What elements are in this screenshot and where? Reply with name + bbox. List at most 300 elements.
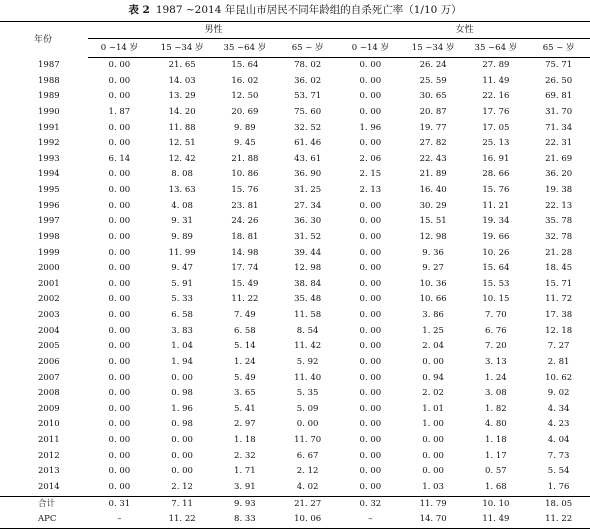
table-cell: 11. 21 bbox=[482, 200, 510, 211]
summary-row bbox=[0, 496, 590, 512]
male-group-header: 男性 bbox=[88, 22, 339, 39]
table-cell: 7. 49 bbox=[234, 310, 256, 320]
row-label: 2011 bbox=[38, 435, 60, 445]
table-row bbox=[0, 402, 590, 418]
table-row bbox=[0, 308, 590, 324]
table-cell: 21. 27 bbox=[276, 496, 339, 512]
table-cell: 18. 05 bbox=[527, 496, 590, 512]
table-cell: 0. 00 bbox=[108, 403, 131, 414]
table-cell: 43. 61 bbox=[294, 153, 322, 164]
table-cell: 1. 18 bbox=[485, 435, 507, 445]
table-cell: 6. 14 bbox=[108, 153, 131, 164]
table-cell: 0. 00 bbox=[359, 75, 382, 86]
table-cell: 1. 96 bbox=[171, 403, 193, 414]
row-label: 2008 bbox=[38, 388, 60, 399]
table-cell: 0. 00 bbox=[108, 138, 131, 149]
table-cell: 15. 49 bbox=[231, 278, 259, 289]
column-header: 35 ~64 岁 bbox=[214, 39, 277, 58]
table-cell: 16. 91 bbox=[482, 153, 510, 164]
table-cell: 0. 00 bbox=[108, 60, 131, 70]
table-cell: 35. 48 bbox=[294, 294, 322, 305]
female-group-header: 女性 bbox=[339, 22, 590, 39]
table-cell: 0. 00 bbox=[359, 310, 382, 320]
table-cell: 0. 00 bbox=[359, 91, 382, 102]
table-cell: 4. 02 bbox=[296, 481, 319, 492]
table-cell: 11. 42 bbox=[294, 341, 322, 352]
table-cell: 11. 22 bbox=[151, 512, 214, 528]
row-label: 2005 bbox=[38, 341, 60, 352]
table-cell: 17. 05 bbox=[482, 122, 510, 133]
row-label: 1993 bbox=[38, 153, 60, 164]
table-cell: 14. 03 bbox=[168, 75, 196, 86]
table-cell: 21. 89 bbox=[419, 169, 447, 180]
table-cell: 6. 76 bbox=[485, 325, 507, 336]
table-cell: 8. 08 bbox=[171, 169, 193, 180]
table-cell: 75. 60 bbox=[294, 106, 322, 117]
row-label: 1988 bbox=[38, 75, 60, 86]
table-cell: 1. 96 bbox=[359, 122, 382, 133]
table-cell: 25. 13 bbox=[482, 138, 510, 149]
table-cell: 22. 31 bbox=[545, 138, 573, 149]
table-cell: 16. 02 bbox=[231, 75, 259, 86]
table-cell: 75. 71 bbox=[545, 60, 573, 70]
table-cell: 9. 36 bbox=[422, 247, 444, 258]
table-cell: 5. 09 bbox=[296, 403, 319, 414]
age-header-row bbox=[0, 39, 590, 58]
table-cell: 14. 98 bbox=[231, 247, 259, 258]
table-cell: 0. 94 bbox=[422, 372, 444, 383]
table-cell: 0. 00 bbox=[108, 200, 131, 211]
table-cell: 69. 81 bbox=[545, 91, 573, 102]
row-label: 1997 bbox=[38, 216, 60, 227]
table-cell: 21. 69 bbox=[545, 153, 573, 164]
column-header: 65 ~ 岁 bbox=[527, 39, 590, 58]
suicide-rate-table bbox=[0, 21, 590, 529]
table-cell: 0. 00 bbox=[359, 419, 382, 430]
table-row bbox=[0, 74, 590, 90]
table-cell: 3. 86 bbox=[422, 310, 444, 320]
table-cell: 0. 00 bbox=[359, 216, 382, 227]
table-cell: 17. 76 bbox=[482, 106, 510, 117]
table-cell: 0. 00 bbox=[359, 247, 382, 258]
table-cell: 22. 43 bbox=[419, 153, 447, 164]
row-label: 1999 bbox=[38, 247, 60, 258]
table-cell: 2. 04 bbox=[422, 341, 444, 352]
table-cell: 25. 59 bbox=[419, 75, 447, 86]
table-row bbox=[0, 183, 590, 199]
table-cell: 5. 54 bbox=[547, 466, 570, 477]
table-cell: 1. 71 bbox=[234, 466, 256, 477]
table-cell: 0. 00 bbox=[359, 388, 382, 399]
table-cell: 0. 98 bbox=[171, 388, 193, 399]
table-cell: 4. 23 bbox=[547, 419, 570, 430]
table-cell: 13. 63 bbox=[168, 185, 196, 195]
table-cell: 1. 82 bbox=[485, 403, 507, 414]
table-cell: 11. 49 bbox=[465, 512, 528, 528]
table-cell: 21. 65 bbox=[168, 60, 196, 70]
table-cell: 21. 28 bbox=[545, 247, 573, 258]
table-row bbox=[0, 355, 590, 371]
table-cell: 2. 12 bbox=[171, 481, 193, 492]
table-cell: 1. 00 bbox=[422, 419, 444, 430]
table-cell: 2. 02 bbox=[422, 388, 444, 399]
table-cell: 0. 00 bbox=[359, 325, 382, 336]
table-cell: 0. 00 bbox=[108, 450, 131, 461]
table-row bbox=[0, 449, 590, 465]
table-cell: 0. 98 bbox=[171, 419, 193, 430]
table-cell: 32. 52 bbox=[294, 122, 322, 133]
table-cell: 0. 00 bbox=[296, 419, 319, 430]
table-cell: 1. 18 bbox=[234, 435, 256, 445]
table-cell: 9. 89 bbox=[234, 122, 256, 133]
table-cell: 21. 88 bbox=[231, 153, 259, 164]
row-label: 2003 bbox=[38, 310, 60, 320]
table-cell: 0. 00 bbox=[359, 372, 382, 383]
table-cell: 0. 00 bbox=[359, 356, 382, 367]
table-cell: 7. 70 bbox=[485, 310, 507, 320]
table-cell: 0. 00 bbox=[108, 185, 131, 195]
table-cell: 10. 62 bbox=[545, 372, 573, 383]
table-cell: 4. 08 bbox=[171, 200, 193, 211]
table-cell: 39. 44 bbox=[294, 247, 322, 258]
table-cell: 27. 34 bbox=[294, 200, 322, 211]
row-label: 2006 bbox=[38, 356, 60, 367]
table-cell: 9. 02 bbox=[547, 388, 570, 399]
table-cell: 30. 29 bbox=[419, 200, 447, 211]
table-cell: 11. 72 bbox=[545, 294, 573, 305]
table-cell: 5. 41 bbox=[234, 403, 256, 414]
table-cell: 0. 00 bbox=[359, 263, 382, 274]
table-cell: 11. 88 bbox=[168, 122, 196, 133]
table-cell: 31. 52 bbox=[294, 231, 322, 242]
table-cell: 12. 42 bbox=[168, 153, 196, 164]
table-row bbox=[0, 152, 590, 168]
table-cell: – bbox=[88, 512, 151, 528]
table-cell: 4. 80 bbox=[485, 419, 507, 430]
table-cell: 7. 27 bbox=[547, 341, 570, 352]
table-cell: 9. 27 bbox=[422, 263, 444, 274]
table-cell: 15. 53 bbox=[482, 278, 510, 289]
table-cell: 4. 34 bbox=[547, 403, 570, 414]
table-cell: 0. 00 bbox=[359, 106, 382, 117]
table-row bbox=[0, 214, 590, 230]
row-label: 2000 bbox=[38, 263, 60, 274]
table-cell: 3. 91 bbox=[234, 481, 256, 492]
table-cell: 10. 36 bbox=[419, 278, 447, 289]
table-row bbox=[0, 464, 590, 480]
summary-row bbox=[0, 512, 590, 528]
table-cell: 12. 51 bbox=[168, 138, 196, 149]
table-cell: 5. 92 bbox=[296, 356, 319, 367]
table-cell: 1. 76 bbox=[547, 481, 570, 492]
table-cell: 3. 83 bbox=[171, 325, 193, 336]
table-cell: 9. 89 bbox=[171, 231, 193, 242]
table-cell: 24. 26 bbox=[231, 216, 259, 227]
table-row bbox=[0, 277, 590, 293]
table-cell: 10. 26 bbox=[482, 247, 510, 258]
table-row bbox=[0, 121, 590, 137]
table-cell: 12. 50 bbox=[231, 91, 259, 102]
table-cell: 11. 99 bbox=[168, 247, 196, 258]
table-cell: 0. 00 bbox=[108, 263, 131, 274]
table-row bbox=[0, 371, 590, 387]
table-cell: 5. 35 bbox=[296, 388, 319, 399]
table-cell: 14. 70 bbox=[402, 512, 465, 528]
table-cell: 1. 94 bbox=[171, 356, 193, 367]
table-cell: 36. 20 bbox=[545, 169, 573, 180]
table-cell: 22. 13 bbox=[545, 200, 573, 211]
table-cell: 35. 78 bbox=[545, 216, 573, 227]
table-cell: 15. 64 bbox=[231, 60, 259, 70]
table-cell: 78. 02 bbox=[294, 60, 322, 70]
table-cell: 9. 47 bbox=[171, 263, 193, 274]
table-cell: 11. 40 bbox=[294, 372, 322, 383]
table-cell: 0. 00 bbox=[108, 91, 131, 102]
table-cell: 2. 12 bbox=[296, 466, 319, 477]
table-cell: 7. 11 bbox=[151, 496, 214, 512]
table-cell: 1. 87 bbox=[108, 106, 131, 117]
table-cell: 9. 31 bbox=[171, 216, 193, 227]
table-cell: 0. 00 bbox=[108, 169, 131, 180]
table-cell: 1. 17 bbox=[485, 450, 507, 461]
table-cell: 23. 81 bbox=[231, 200, 259, 211]
table-row bbox=[0, 246, 590, 262]
table-cell: 0. 00 bbox=[359, 435, 382, 445]
table-cell: 27. 82 bbox=[419, 138, 447, 149]
table-cell: 7. 20 bbox=[485, 341, 507, 352]
table-row bbox=[0, 58, 590, 74]
table-cell: 0. 32 bbox=[339, 496, 402, 512]
table-cell: 19. 66 bbox=[482, 231, 510, 242]
table-row bbox=[0, 433, 590, 449]
table-cell: 0. 00 bbox=[359, 450, 382, 461]
table-row bbox=[0, 167, 590, 183]
table-cell: 20. 69 bbox=[231, 106, 259, 117]
table-cell: 0. 00 bbox=[359, 341, 382, 352]
table-cell: 26. 50 bbox=[545, 75, 573, 86]
table-cell: 1. 24 bbox=[485, 372, 507, 383]
table-cell: 0. 00 bbox=[171, 372, 193, 383]
row-label: 2004 bbox=[38, 325, 60, 336]
table-cell: 15. 76 bbox=[482, 185, 510, 195]
table-cell: 2. 97 bbox=[234, 419, 256, 430]
table-row bbox=[0, 136, 590, 152]
table-cell: 0. 00 bbox=[108, 466, 131, 477]
table-cell: 2. 13 bbox=[359, 185, 382, 195]
table-cell: 0. 00 bbox=[359, 138, 382, 149]
table-cell: 0. 00 bbox=[108, 75, 131, 86]
table-cell: 10. 06 bbox=[276, 512, 339, 528]
table-cell: 15. 64 bbox=[482, 263, 510, 274]
table-cell: 2. 32 bbox=[234, 450, 256, 461]
table-cell: 31. 25 bbox=[294, 185, 322, 195]
row-label: 2007 bbox=[38, 372, 60, 383]
row-label: 2014 bbox=[38, 481, 60, 492]
table-cell: 0. 00 bbox=[108, 356, 131, 367]
table-cell: 0. 00 bbox=[108, 294, 131, 305]
row-label: 1994 bbox=[38, 169, 60, 180]
table-cell: – bbox=[339, 512, 402, 528]
table-cell: 3. 08 bbox=[485, 388, 507, 399]
row-label: 1998 bbox=[38, 231, 60, 242]
table-cell: 0. 00 bbox=[108, 278, 131, 289]
table-cell: 32. 78 bbox=[545, 231, 573, 242]
table-cell: 53. 71 bbox=[294, 91, 322, 102]
table-title: 1987 ~2014 年昆山市居民不同年龄组的自杀死亡率（1/10 万） bbox=[155, 4, 462, 16]
row-label: 1990 bbox=[38, 106, 60, 117]
table-cell: 36. 90 bbox=[294, 169, 322, 180]
table-cell: 0. 00 bbox=[108, 372, 131, 383]
table-cell: 0. 00 bbox=[108, 419, 131, 430]
column-header: 0 ~14 岁 bbox=[88, 39, 151, 58]
row-label: 2012 bbox=[38, 450, 60, 461]
row-label: 2009 bbox=[38, 403, 60, 414]
table-cell: 0. 00 bbox=[108, 341, 131, 352]
row-label: 1991 bbox=[38, 122, 60, 133]
table-cell: 18. 45 bbox=[545, 263, 573, 274]
table-cell: 61. 46 bbox=[294, 138, 322, 149]
row-label: 合计 bbox=[0, 496, 88, 512]
table-cell: 12. 18 bbox=[545, 325, 573, 336]
table-cell: 0. 00 bbox=[359, 481, 382, 492]
table-number: 表 2 bbox=[128, 4, 150, 16]
table-cell: 6. 58 bbox=[171, 310, 193, 320]
table-cell: 0. 00 bbox=[108, 435, 131, 445]
table-row bbox=[0, 261, 590, 277]
table-cell: 0. 00 bbox=[108, 231, 131, 242]
table-cell: 0. 00 bbox=[359, 403, 382, 414]
table-cell: 17. 38 bbox=[545, 310, 573, 320]
table-cell: 30. 65 bbox=[419, 91, 447, 102]
group-header-row bbox=[0, 22, 590, 39]
table-cell: 3. 65 bbox=[234, 388, 256, 399]
table-cell: 11. 22 bbox=[527, 512, 590, 528]
table-cell: 11. 49 bbox=[482, 75, 510, 86]
table-row bbox=[0, 105, 590, 121]
table-cell: 0. 00 bbox=[359, 278, 382, 289]
column-header: 0 ~14 岁 bbox=[339, 39, 402, 58]
table-cell: 22. 16 bbox=[482, 91, 510, 102]
table-cell: 10. 86 bbox=[231, 169, 259, 180]
row-label: APC bbox=[0, 512, 88, 528]
table-cell: 28. 66 bbox=[482, 169, 510, 180]
table-row bbox=[0, 417, 590, 433]
row-label: 2001 bbox=[38, 278, 60, 289]
column-header: 65 ~ 岁 bbox=[276, 39, 339, 58]
table-cell: 8. 33 bbox=[214, 512, 277, 528]
table-cell: 0. 00 bbox=[359, 231, 382, 242]
table-row bbox=[0, 199, 590, 215]
table-cell: 1. 01 bbox=[422, 403, 444, 414]
column-header: 35 ~64 岁 bbox=[465, 39, 528, 58]
table-cell: 0. 57 bbox=[485, 466, 507, 477]
table-cell: 0. 00 bbox=[422, 356, 444, 367]
table-cell: 11. 22 bbox=[231, 294, 259, 305]
table-row bbox=[0, 324, 590, 340]
table-cell: 0. 00 bbox=[359, 60, 382, 70]
table-cell: 10. 66 bbox=[419, 294, 447, 305]
table-cell: 17. 74 bbox=[231, 263, 259, 274]
table-cell: 6. 58 bbox=[234, 325, 256, 336]
table-cell: 31. 70 bbox=[545, 106, 573, 117]
table-cell: 7. 73 bbox=[547, 450, 570, 461]
row-label: 1996 bbox=[38, 200, 60, 211]
table-cell: 2. 15 bbox=[359, 169, 382, 180]
table-cell: 1. 24 bbox=[234, 356, 256, 367]
table-cell: 36. 30 bbox=[294, 216, 322, 227]
column-header: 15 ~34 岁 bbox=[402, 39, 465, 58]
row-label: 1995 bbox=[38, 185, 60, 195]
table-cell: 71. 34 bbox=[545, 122, 573, 133]
table-cell: 8. 54 bbox=[296, 325, 319, 336]
table-cell: 11. 70 bbox=[294, 435, 322, 445]
table-cell: 2. 81 bbox=[547, 356, 570, 367]
table-cell: 12. 98 bbox=[419, 231, 447, 242]
row-label: 2013 bbox=[38, 466, 60, 477]
table-cell: 13. 29 bbox=[168, 91, 196, 102]
table-cell: 0. 00 bbox=[422, 450, 444, 461]
table-cell: 0. 00 bbox=[171, 450, 193, 461]
table-cell: 0. 00 bbox=[108, 122, 131, 133]
table-cell: 0. 00 bbox=[359, 200, 382, 211]
table-cell: 5. 33 bbox=[171, 294, 193, 305]
table-cell: 0. 00 bbox=[108, 388, 131, 399]
table-cell: 0. 00 bbox=[422, 435, 444, 445]
table-cell: 36. 02 bbox=[294, 75, 322, 86]
table-cell: 0. 00 bbox=[422, 466, 444, 477]
table-cell: 2. 06 bbox=[359, 153, 382, 164]
table-cell: 0. 00 bbox=[171, 435, 193, 445]
table-cell: 19. 38 bbox=[545, 185, 573, 195]
table-cell: 6. 67 bbox=[296, 450, 319, 461]
table-row bbox=[0, 292, 590, 308]
table-cell: 16. 40 bbox=[419, 185, 447, 195]
year-column-header: 年份 bbox=[0, 22, 88, 58]
table-cell: 11. 58 bbox=[294, 310, 322, 320]
table-cell: 5. 14 bbox=[234, 341, 256, 352]
table-caption bbox=[0, 3, 590, 17]
row-label: 1989 bbox=[38, 91, 60, 102]
table-cell: 0. 00 bbox=[359, 466, 382, 477]
table-cell: 26. 24 bbox=[419, 60, 447, 70]
table-cell: 18. 81 bbox=[231, 231, 259, 242]
table-cell: 1. 04 bbox=[171, 341, 193, 352]
table-row bbox=[0, 339, 590, 355]
table-cell: 27. 89 bbox=[482, 60, 510, 70]
table-cell: 38. 84 bbox=[294, 278, 322, 289]
table-cell: 1. 68 bbox=[485, 481, 507, 492]
table-cell: 14. 20 bbox=[168, 106, 196, 117]
table-cell: 19. 34 bbox=[482, 216, 510, 227]
table-cell: 15. 51 bbox=[419, 216, 447, 227]
table-cell: 5. 49 bbox=[234, 372, 256, 383]
table-cell: 0. 00 bbox=[108, 247, 131, 258]
table-row bbox=[0, 89, 590, 105]
table-cell: 0. 00 bbox=[108, 481, 131, 492]
table-cell: 0. 00 bbox=[108, 310, 131, 320]
column-header: 15 ~34 岁 bbox=[151, 39, 214, 58]
table-row bbox=[0, 386, 590, 402]
table-cell: 3. 13 bbox=[485, 356, 507, 367]
table-cell: 12. 98 bbox=[294, 263, 322, 274]
table-cell: 0. 31 bbox=[88, 496, 151, 512]
row-label: 2002 bbox=[38, 294, 60, 305]
table-cell: 15. 71 bbox=[545, 278, 573, 289]
table-cell: 0. 00 bbox=[171, 466, 193, 477]
table-cell: 20. 87 bbox=[419, 106, 447, 117]
table-cell: 9. 45 bbox=[234, 138, 256, 149]
table-cell: 10. 10 bbox=[465, 496, 528, 512]
